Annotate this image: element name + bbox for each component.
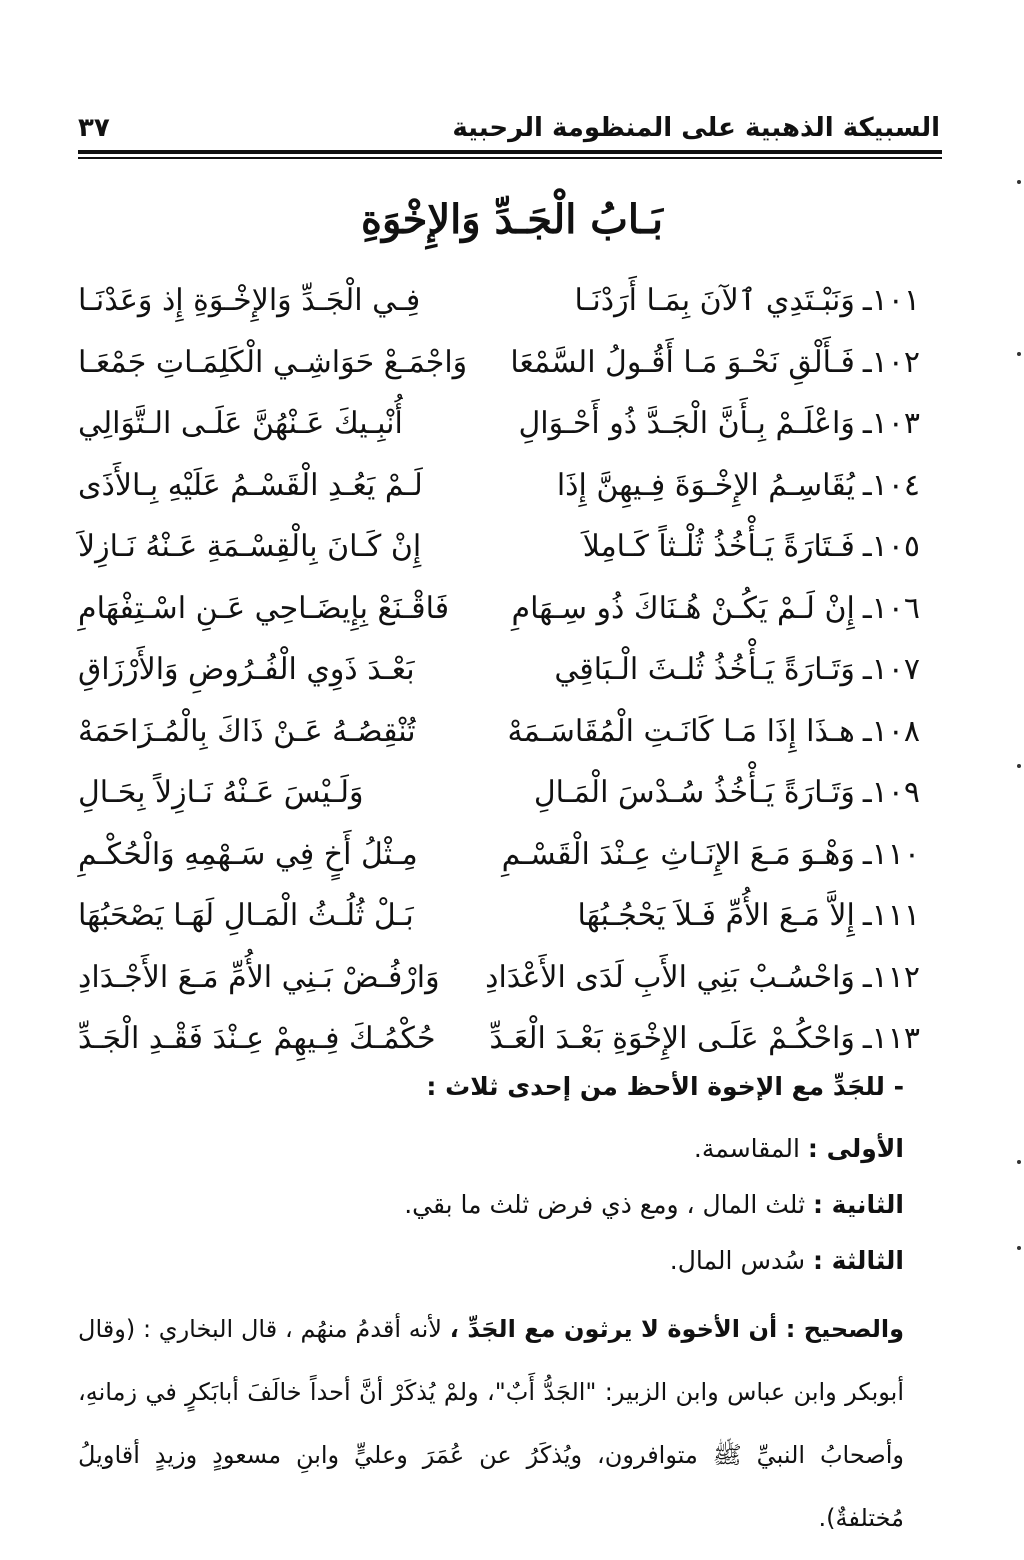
verse-first-hemistich: ١٠٧ـ وَتَـارَةً يَـأْخُذُ ثُلـثَ الْـبَاقِي — [554, 652, 920, 688]
item-text: ثلث المال ، ومع ذي فرض ثلث ما بقي. — [404, 1190, 806, 1219]
verse-number: ١١٢ـ — [862, 959, 920, 995]
verse-second-hemistich: وَارْفُـضْ بَـنِي الأُمِّ مَـعَ الأَجْـدَادِ — [78, 959, 440, 995]
verse-row — [78, 1008, 920, 1070]
scan-speck — [1017, 764, 1021, 768]
verse-number: ١٠٦ـ — [862, 590, 920, 626]
verse-second-hemistich: لَـمْ يَعُـدِ الْقَسْـمُ عَلَيْهِ بِـالأَذَى — [78, 467, 423, 503]
verse-first-hemistich: ١٠٤ـ يُقَاسِـمُ الإِخْـوَةَ فِـيهِنَّ إِذَا — [556, 467, 920, 503]
item-label: الثانية : — [812, 1190, 904, 1219]
header-title: السبيكة الذهبية على المنظومة الرحبية — [452, 113, 940, 143]
paragraph-lead: والصحيح : أن الأخوة لا يرثون مع الجَدِّ ، — [449, 1315, 904, 1343]
verse-number: ١٠٤ـ — [862, 467, 920, 503]
commentary-paragraph — [78, 1298, 904, 1550]
verse-second-hemistich: وَلَـيْسَ عَـنْهُ نَـازِلاً بِحَـالِ — [78, 775, 364, 811]
verse-number: ١٠٢ـ — [862, 344, 920, 380]
verse-row — [78, 393, 920, 455]
verse-second-hemistich: بَعْـدَ ذَوِي الْفُـرُوضِ وَالأَرْزَاقِ — [78, 652, 415, 688]
verse-second-hemistich: مِـثْلُ أَخٍ فِي سَـهْمِهِ وَالْحُكْـمِ — [78, 836, 418, 872]
verse-row — [78, 885, 920, 947]
running-header — [78, 108, 940, 148]
header-rule-thin — [78, 157, 942, 159]
verse-first-hemistich: ١٠١ـ وَنَبْـتَدِي ٱلآنَ بِمَـا أَرَدْنَـا — [574, 283, 920, 319]
verse-second-hemistich: وَاجْمَـعْ حَوَاشِـي الْكَلِمَـاتِ جَمْعَـا — [78, 344, 468, 380]
verse-row — [78, 270, 920, 332]
item-label: الأولى : — [807, 1134, 904, 1163]
item-label: الثالثة : — [812, 1246, 904, 1275]
verse-row — [78, 701, 920, 763]
verse-row — [78, 455, 920, 517]
scan-speck — [1017, 180, 1021, 184]
verse-second-hemistich: فِـي الْجَـدِّ وَالإِخْـوَةِ إِذ وَعَدْنَـا — [78, 283, 421, 319]
page-number: ٣٧ — [78, 113, 110, 143]
verse-first-hemistich: ١٠٦ـ إِنْ لَـمْ يَكُـنْ هُـنَاكَ ذُو سِـهَامِ — [511, 590, 920, 626]
verse-row — [78, 762, 920, 824]
commentary-item-first — [78, 1134, 904, 1163]
verse-first-hemistich: ١١٢ـ وَاحْسُـبْ بَنِي الأَبِ لَدَى الأَعْدَادِ — [485, 959, 920, 995]
verse-number: ١٠١ـ — [862, 283, 920, 319]
verse-list — [78, 270, 920, 1070]
verse-first-hemistich: ١٠٨ـ هـذَا إِذَا مَـا كَانَـتِ الْمُقَاسَـمَهْ — [507, 713, 920, 749]
verse-number: ١٠٥ـ — [862, 529, 920, 565]
chapter-title: بَـابُ الْجَـدِّ وَالإِخْوَةِ — [361, 196, 663, 243]
verse-second-hemistich: فَاقْـنَعْ بِإِيضَـاحِي عَـنِ اسْـتِفْهَامِ — [78, 590, 450, 626]
verse-row — [78, 947, 920, 1009]
verse-number: ١١٠ـ — [862, 836, 920, 872]
verse-number: ١٠٧ـ — [862, 652, 920, 688]
item-text: المقاسمة. — [693, 1134, 800, 1163]
verse-second-hemistich: حُكْمُـكَ فِـيهِمْ عِـنْدَ فَقْـدِ الْجَـدِّ — [78, 1021, 436, 1057]
verse-number: ١٠٣ـ — [862, 406, 920, 442]
commentary-intro: - للجَدِّ مع الإخوة الأحظ من إحدى ثلاث : — [426, 1072, 904, 1101]
verse-second-hemistich: بَـلْ ثُلُـثُ الْمَـالِ لَهَـا يَصْحَبُهَا — [78, 898, 414, 934]
verse-number: ١٠٩ـ — [862, 775, 920, 811]
verse-row — [78, 824, 920, 886]
verse-first-hemistich: ١١٣ـ وَاحْكُـمْ عَلَـى الإِخْوَةِ بَعْـدَ الْعَـدِّ — [489, 1021, 920, 1057]
verse-number: ١١٣ـ — [862, 1021, 920, 1057]
verse-first-hemistich: ١٠٥ـ فَـتَارَةً يَـأْخُذُ ثُلْـثاً كَـامِلاَ — [582, 529, 920, 565]
verse-first-hemistich: ١٠٢ـ فَـأَلْقِ نَحْـوَ مَـا أَقُـولُ السَّمْعَا — [510, 344, 920, 380]
verse-number: ١١١ـ — [862, 898, 920, 934]
verse-first-hemistich: ١٠٣ـ وَاعْلَـمْ بِـأَنَّ الْجَـدَّ ذُو أَحْـوَالِ — [518, 406, 920, 442]
verse-first-hemistich: ١٠٩ـ وَتَـارَةً يَـأْخُذُ سُـدْسَ الْمَـالِ — [533, 775, 920, 811]
verse-row — [78, 578, 920, 640]
verse-number: ١٠٨ـ — [862, 713, 920, 749]
verse-row — [78, 516, 920, 578]
verse-first-hemistich: ١١١ـ إِلاَّ مَـعَ الأُمِّ فَـلاَ يَحْجُـبُهَا — [577, 898, 920, 934]
paragraph-body: لأنه أقدمُ منهُم ، قال البخاري : (وقال أبوبكر وابن عباس وابن الزبير: "الجَدُّ أَبٌ"، ولمْ يُذكَرْ أنَّ أحداً خالَفَ أبابَكرٍ في زمانهِ، وأصحابُ النبيِّ ﷺ متوافرون، ويُذكَرُ عن عُمَرَ وعليٍّ وابنِ مسعودٍ وزيدٍ أقاويلُ مُختلفةٌ). — [78, 1315, 904, 1532]
verse-first-hemistich: ١١٠ـ وَهْـوَ مَـعَ الإِنَـاثِ عِـنْدَ الْقَسْـمِ — [501, 836, 920, 872]
scan-speck — [1017, 352, 1021, 356]
verse-row — [78, 639, 920, 701]
scan-speck — [1017, 1246, 1021, 1250]
commentary-item-third — [78, 1246, 904, 1275]
item-text: سُدس المال. — [669, 1246, 806, 1275]
verse-second-hemistich: إِنْ كَـانَ بِالْقِسْـمَةِ عَـنْهُ نَـازِلاَ — [78, 529, 422, 565]
scan-speck — [1017, 1160, 1021, 1164]
verse-row — [78, 332, 920, 394]
verse-second-hemistich: تُنْقِصُـهُ عَـنْ ذَاكَ بِالْمُـزَاحَمَهْ — [78, 713, 416, 749]
header-rule-thick — [78, 150, 942, 154]
commentary-item-second — [78, 1190, 904, 1219]
verse-second-hemistich: أُنْبِـيكَ عَـنْهُنَّ عَلَـى الـتَّوَالِي — [78, 406, 403, 442]
